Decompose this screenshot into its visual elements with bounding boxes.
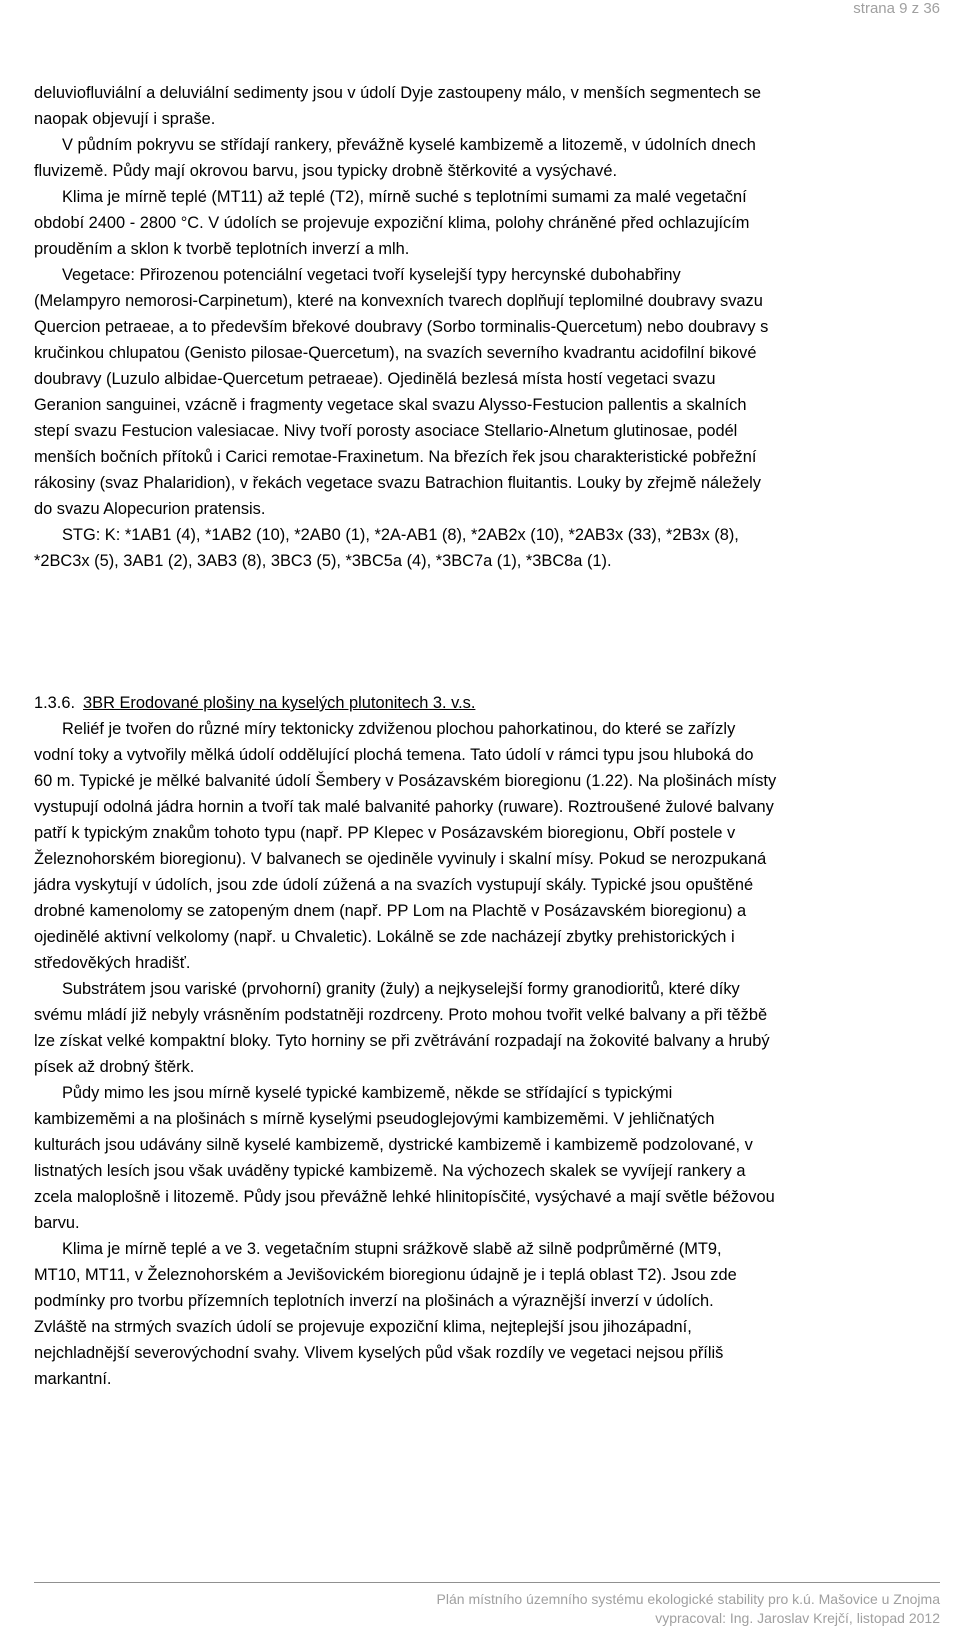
text-line: Reliéf je tvořen do různé míry tektonicky zdviženou plochou pahorkatinou, do které se zařízly (62, 720, 736, 738)
text-line: nejchladnější severovýchodní svahy. Vlivem kyselých půd však rozdíly ve vegetaci nejsou příliš (34, 1344, 724, 1362)
page-number: strana 9 z 36 (853, 0, 940, 17)
text-line: markantní. (34, 1370, 112, 1388)
text-line: listnatých lesích jsou však uváděny typické kambizemě. Na výchozech skalek se vyvíjejí rankery a (34, 1162, 746, 1180)
text-line: písek až drobný štěrk. (34, 1058, 195, 1076)
text-line: kulturách jsou udávány silně kyselé kambizemě, dystrické kambizemě i kambizemě podzolované, v (34, 1136, 753, 1154)
text-line: Půdy mimo les jsou mírně kyselé typické kambizemě, někde se střídající s typickými (62, 1084, 673, 1102)
text-line: patří k typickým znakům tohoto typu (např. PP Klepec v Posázavském bioregionu, Obří postele v (34, 824, 736, 842)
text-line: podmínky pro tvorbu přízemních teplotních inverzí na plošinách a výraznější inverzí v údolích. (34, 1292, 714, 1310)
text-line: 60 m. Typické je mělké balvanité údolí Šembery v Posázavském bioregionu (1.22). Na plošinách místy (34, 772, 777, 790)
text-line: jádra vyskytují v údolích, jsou zde údolí zúžená a na svazích vystupují skály. Typické jsou opuštěné (34, 876, 754, 894)
text-line: zcela maloplošně i litozemě. Půdy jsou převážně lehké hlinitopísčité, vysýchavé a mají světle béžovou (34, 1188, 775, 1206)
text-line: drobné kamenolomy se zatopeným dnem (např. PP Lom na Plachtě v Posázavském bioregionu) a (34, 902, 747, 920)
text-line: kambizeměmi a na plošinách s mírně kyselými pseudoglejovými kambizeměmi. V jehličnatých (34, 1110, 715, 1128)
text-line: (Melampyro nemorosi-Carpinetum), které na konvexních tvarech doplňují teplomilné doubravy svazu (34, 292, 763, 310)
section-heading (34, 690, 942, 716)
text-line: Vegetace: Přirozenou potenciální vegetaci tvoří kyselejší typy hercynské dubohabřiny (62, 266, 681, 284)
text-block-continuation (34, 80, 942, 574)
page-footer (437, 1590, 940, 1628)
text-line: kručinkou chlupatou (Genisto pilosae-Quercetum), na svazích severního kvadrantu acidofilní bikové (34, 344, 757, 362)
section-number: 1.3.6. (34, 694, 76, 712)
text-line: lze získat velké kompaktní bloky. Tyto horniny se při zvětrávání rozpadají na žokovité balvany a hrubý (34, 1032, 770, 1050)
text-line: ojedinělé aktivní velkolomy (např. u Chvaletic). Lokálně se zde nacházejí zbytky prehistorických i (34, 928, 735, 946)
text-line: středověkých hradišť. (34, 954, 191, 972)
text-line: Klima je mírně teplé (MT11) až teplé (T2), mírně suché s teplotními sumami za malé vegetační (62, 188, 747, 206)
section-title: 3BR Erodované plošiny na kyselých plutonitech 3. v.s. (83, 694, 476, 712)
text-line: Zvláště na strmých svazích údolí se projevuje expoziční klima, nejteplejší jsou jihozápadní, (34, 1318, 692, 1336)
text-line: fluvizemě. Půdy mají okrovou barvu, jsou typicky drobně štěrkovité a vysýchavé. (34, 162, 618, 180)
text-line: stepí svazu Festucion valesiacae. Nivy tvoří porosty asociace Stellario-Alnetum glutinosae, podél (34, 422, 738, 440)
text-line: Železnohorském bioregionu). V balvanech se ojediněle vyvinuly i skalní mísy. Pokud se nerozpukaná (34, 850, 767, 868)
stg-line: STG: K: *1AB1 (4), *1AB2 (10), *2AB0 (1), *2A-AB1 (8), *2AB2x (10), *2AB3x (33), *2B3x (8), (62, 526, 739, 544)
text-line: období 2400 - 2800 °C. V údolích se projevuje expoziční klima, polohy chráněné před ochlazujícím (34, 214, 750, 232)
text-line: do svazu Alopecurion pratensis. (34, 500, 266, 518)
footer-project-title: Plán místního územního systému ekologické stability pro k.ú. Mašovice u Znojma (436, 1591, 940, 1607)
text-line: MT10, MT11, v Železnohorském a Jevišovickém bioregionu údajně je i teplá oblast T2). Jsou zde (34, 1266, 737, 1284)
text-line: vodní toky a vytvořily mělká údolí oddělující plochá temena. Tato údolí v rámci typu jsou hluboká do (34, 746, 754, 764)
text-line: vystupují odolná jádra hornin a tvoří tak malé balvanité pahorky (ruware). Roztroušené žulové balvany (34, 798, 774, 816)
text-line: rákosiny (svaz Phalaridion), v řekách vegetace svazu Batrachion fluitantis. Louky by zřejmě náležely (34, 474, 761, 492)
text-line: Substrátem jsou variské (prvohorní) granity (žuly) a nejkyselejší formy granodioritů, které díky (62, 980, 740, 998)
text-line: prouděním a sklon k tvorbě teplotních inverzí a mlh. (34, 240, 410, 258)
text-line: naopak objevují i spraše. (34, 110, 216, 128)
text-line: doubravy (Luzulo albidae-Quercetum petraeae). Ojedinělá bezlesá místa hostí vegetaci svazu (34, 370, 716, 388)
text-line: Klima je mírně teplé a ve 3. vegetačním stupni srážkově slabě až silně podprůměrné (MT9, (62, 1240, 722, 1258)
text-line: Quercion petraeae, a to především břekové doubravy (Sorbo torminalis-Quercetum) nebo doubravy s (34, 318, 769, 336)
text-line: barvu. (34, 1214, 80, 1232)
text-line: deluviofluviální a deluviální sedimenty jsou v údolí Dyje zastoupeny málo, v menších segmentech se (34, 84, 762, 102)
footer-author: vypracoval: Ing. Jaroslav Krejčí, listopad 2012 (655, 1610, 940, 1626)
text-line: svému mládí již nebyly vrásněním podstatněji rozdrceny. Proto mohou tvořit velké balvany a při těžbě (34, 1006, 768, 1024)
text-line: Geranion sanguinei, vzácně i fragmenty vegetace skal svazu Alysso-Festucion pallentis a skalních (34, 396, 747, 414)
stg-line: *2BC3x (5), 3AB1 (2), 3AB3 (8), 3BC3 (5), *3BC5a (4), *3BC7a (1), *3BC8a (1). (34, 552, 612, 570)
text-line: V půdním pokryvu se střídají rankery, převážně kyselé kambizemě a litozemě, v údolních dnech (62, 136, 756, 154)
section-3br (34, 690, 942, 1392)
footer-divider (34, 1582, 940, 1583)
text-line: menších bočních přítoků i Carici remotae-Fraxinetum. Na březích řek jsou charakteristické pobřežní (34, 448, 757, 466)
